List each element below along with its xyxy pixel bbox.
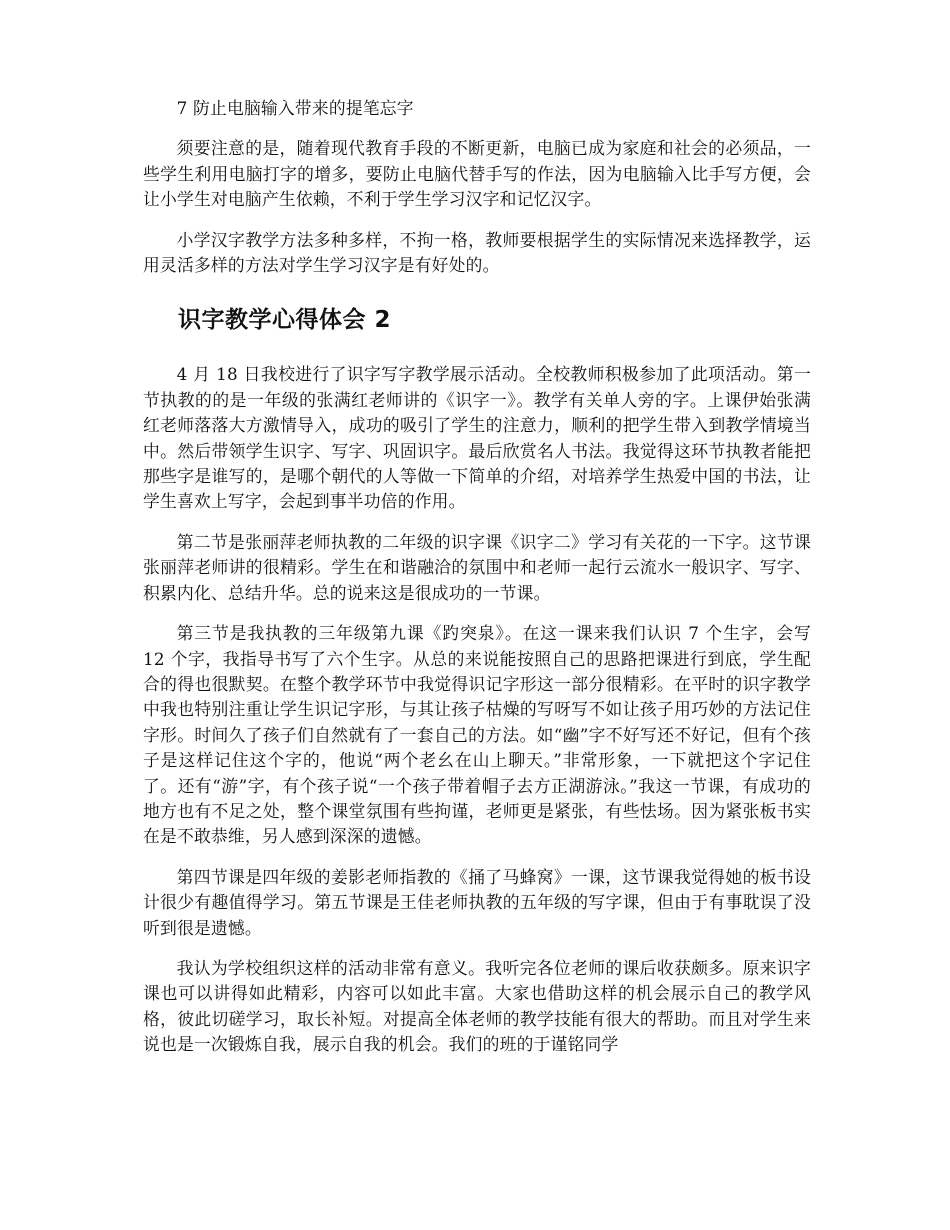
paragraph-3: 第三节是我执教的三年级第九课《趵突泉》。在这一课来我们认识 7 个生字，会写 12 个字，我指导书写了六个生字。从总的来说能按照自己的思路把课进行到底，学生配合的得也很默契。在整个教学环节中我觉得识记字形这一部分很精彩。在平时的识字教学中我也特别注重让学生识记字形，与其让孩子枯燥的写呀写不如让孩子用巧妙的方法记住字形。时间久了孩子们自然就有了一套自己的方法。如“幽”字不好写还不好记，但有个孩子是这样记住这个字的，他说“两个老幺在山上聊天。”非常形象，一下就把这个字记住了。还有“游”字，有个孩子说“一个孩子带着帽子去方正湖游泳。”我这一节课，有成功的地方也有不足之处，整个课堂氛围有些拘谨，老师更是紧张，有些怯场。因为紧张板书实在是不敢恭维，另人感到深深的遗憾。 <box>143 623 811 847</box>
paragraph-1: 4 月 18 日我校进行了识字写字教学展示活动。全校教师积极参加了此项活动。第一节执教的的是一年级的张满红老师讲的《识字一》。教学有关单人旁的字。上课伊始张满红老师落落大方激情导入，成功的吸引了学生的注意力，顺利的把学生带入到教学情境当中。然后带领学生识字、写字、巩固识字。最后欣赏名人书法。我觉得这环节执教者能把那些字是谁写的，是哪个朝代的人等做一下简单的介绍，对培养学生热爱中国的书法，让学生喜欢上写字，会起到事半功倍的作用。 <box>143 364 811 512</box>
document-body <box>143 96 811 1058</box>
paragraph-teaching-methods: 小学汉字教学方法多种多样，不拘一格，教师要根据学生的实际情况来选择教学，运用灵活多样的方法对学生学习汉字是有好处的。 <box>143 229 811 276</box>
paragraph-2: 第二节是张丽萍老师执教的二年级的识字课《识字二》学习有关花的一下字。这节课张丽萍老师讲的很精彩。学生在和谐融洽的氛围中和老师一起行云流水一般识字、写字、积累内化、总结升华。总的说来这是很成功的一节课。 <box>143 531 811 603</box>
paragraph-5: 我认为学校组织这样的活动非常有意义。我听完各位老师的课后收获颇多。原来识字课也可以讲得如此精彩，内容可以如此丰富。大家也借助这样的机会展示自己的教学风格，彼此切磋学习，取长补短。对提高全体老师的教学技能有很大的帮助。而且对学生来说也是一次锻炼自我，展示自我的机会。我们的班的于谨铭同学 <box>143 957 811 1055</box>
paragraph-computer-input: 须要注意的是，随着现代教育手段的不断更新，电脑已成为家庭和社会的必须品，一些学生利用电脑打字的增多，要防止电脑代替手写的作法，因为电脑输入比手写方便，会让小学生对电脑产生依赖，不利于学生学习汉字和记忆汉字。 <box>143 138 811 210</box>
paragraph-4: 第四节课是四年级的姜影老师指教的《捅了马蜂窝》一课，这节课我觉得她的板书设计很少有趣值得学习。第五节课是王佳老师执教的五年级的写字课，但由于有事耽误了没听到很是遗憾。 <box>143 866 811 938</box>
item-7-line: 7 防止电脑输入带来的提笔忘字 <box>176 98 414 118</box>
section-title: 识字教学心得体会 2 <box>178 307 392 334</box>
